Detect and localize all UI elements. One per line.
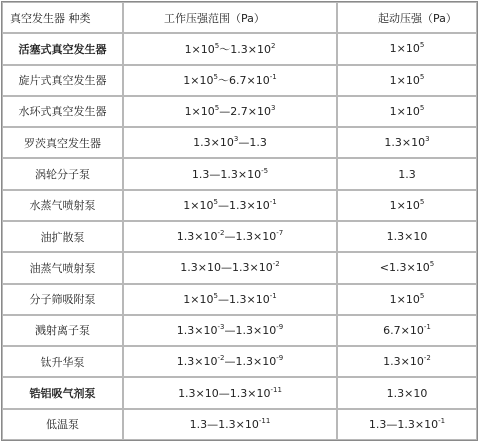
table-row [2,409,477,440]
working-pressure-cell: $1\times 10^5—2.7\times 10^3$ [123,96,337,127]
pump-type-cell: 低温泵 [2,409,123,440]
pump-type-cell: 油蒸气喷射泵 [2,252,123,283]
starting-pressure-cell: $1\times 10^5$ [337,65,477,96]
pump-type-cell: 罗茨真空发生器 [2,127,123,158]
starting-pressure-cell: $1\times 10^5$ [337,96,477,127]
starting-pressure-cell: 1.3 [337,158,477,189]
header-starting-pressure: 起动压强（Pa） [337,2,477,33]
pump-type-cell: 分子筛吸附泵 [2,284,123,315]
starting-pressure-cell: $1\times 10^5$ [337,190,477,221]
starting-pressure-cell: 1.3×10 [337,377,477,408]
pump-type-cell: 钛升华泵 [2,346,123,377]
working-pressure-cell: $1.3—1.3\times 10^{-5}$ [123,158,337,189]
working-pressure-cell: $1.3\times 10^{-2}—1.3\times 10^{-7}$ [123,221,337,252]
starting-pressure-cell: $<1.3\times 10^5$ [337,252,477,283]
working-pressure-cell: $1.3\times 10^3—1.3$ [123,127,337,158]
vacuum-pump-table [1,1,478,441]
pump-type-cell: 油扩散泵 [2,221,123,252]
header-row [2,2,477,33]
working-pressure-cell: $1.3\times 10—1.3\times 10^{-11}$ [123,377,337,408]
working-pressure-cell: $1.3\times 10^{-2}—1.3\times 10^{-9}$ [123,346,337,377]
working-pressure-cell: $1\times 10^5\sim 1.3\times 10^2$ [123,33,337,64]
starting-pressure-cell: $1\times 10^5$ [337,284,477,315]
starting-pressure-cell: 1.3×10 [337,221,477,252]
header-type: 真空发生器 种类 [2,2,123,33]
table-row [2,33,477,64]
header-working-pressure: 工作压强范围（Pa） [123,2,337,33]
pump-type-cell: 活塞式真空发生器 [2,33,123,64]
table-row [2,377,477,408]
table-row [2,252,477,283]
table-row [2,346,477,377]
table-row [2,158,477,189]
table-row [2,221,477,252]
starting-pressure-cell: $6.7\times 10^{-1}$ [337,315,477,346]
table-row [2,190,477,221]
table-row [2,65,477,96]
starting-pressure-cell: $1.3—1.3\times 10^{-1}$ [337,409,477,440]
table-row [2,284,477,315]
working-pressure-cell: $1\times 10^5—1.3\times 10^{-1}$ [123,190,337,221]
pump-type-cell: 水环式真空发生器 [2,96,123,127]
pump-type-cell: 旋片式真空发生器 [2,65,123,96]
starting-pressure-cell: $1.3\times 10^3$ [337,127,477,158]
working-pressure-cell: $1.3\times 10^{-3}—1.3\times 10^{-9}$ [123,315,337,346]
pump-type-cell: 溅射离子泵 [2,315,123,346]
starting-pressure-cell: $1\times 10^5$ [337,33,477,64]
working-pressure-cell: $1.3—1.3\times 10^{-11}$ [123,409,337,440]
table-row [2,96,477,127]
starting-pressure-cell: $1.3\times 10^{-2}$ [337,346,477,377]
table-row [2,127,477,158]
working-pressure-cell: $1.3\times 10—1.3\times 10^{-2}$ [123,252,337,283]
working-pressure-cell: $1\times 10^5—1.3\times 10^{-1}$ [123,284,337,315]
pump-type-cell: 水蒸气喷射泵 [2,190,123,221]
pump-type-cell: 涡轮分子泵 [2,158,123,189]
working-pressure-cell: $1\times 10^5\sim 6.7\times 10^{-1}$ [123,65,337,96]
table-body [2,2,477,440]
pump-type-cell: 锆铝吸气剂泵 [2,377,123,408]
table-row [2,315,477,346]
